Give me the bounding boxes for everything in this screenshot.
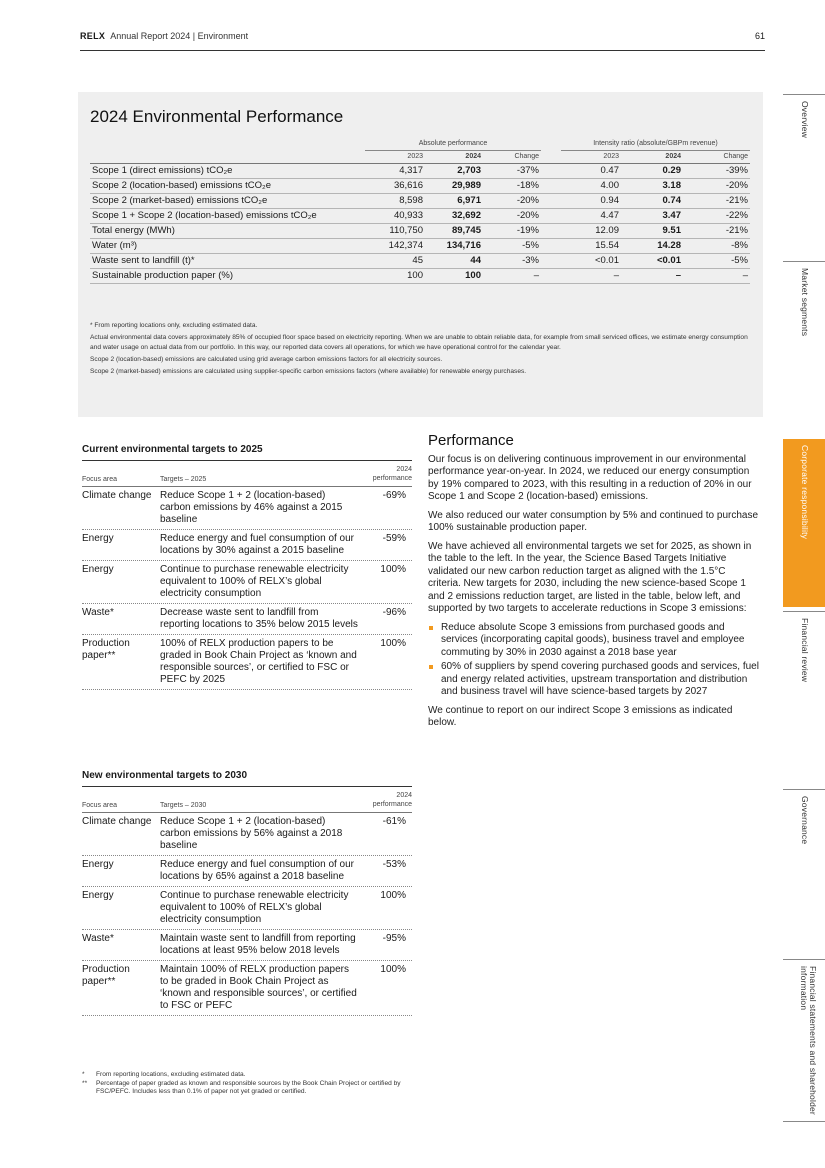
cell: 0.29	[621, 163, 683, 178]
cell: –	[483, 268, 541, 283]
cell: –	[683, 268, 750, 283]
table-row	[90, 208, 750, 223]
target-text: 100% of RELX production papers to be graded in Book Chain Project as ‘known and responsible sources’, or certified to FSC or PEFC by 2025	[160, 638, 357, 685]
list-item	[428, 622, 760, 660]
col-header: 2024	[425, 150, 483, 163]
table-title: New environmental targets to 2030	[82, 770, 412, 787]
col-header: 2024 performance	[372, 466, 412, 482]
cell: -5%	[683, 253, 750, 268]
cell: 4,317	[365, 163, 425, 178]
footnote	[82, 1071, 412, 1080]
performance-value: -96%	[382, 607, 406, 618]
paragraph: We also reduced our water consumption by 5% and continued to purchase 100% sustainable production paper.	[428, 509, 759, 533]
focus-area: Production paper**	[82, 964, 130, 987]
performance-value: -61%	[382, 816, 406, 827]
header-subtitle: Annual Report 2024 | Environment	[110, 31, 249, 41]
footnote	[82, 1080, 412, 1097]
cell: 110,750	[365, 223, 425, 238]
tab-label: Financial review	[800, 618, 810, 683]
tab-corporate-responsibility[interactable]	[783, 439, 825, 607]
col-header: Focus area	[82, 476, 118, 483]
note: Actual environmental data covers approximately 85% of occupied floor space based on electricity reporting. When we are unable to obtain reliable data, for example from small serviced offices, we estimate energy consumption and water usage on actual data from our portfolio. In this way, our reported data covers all operations, for which we have operational control for the calendar year.	[90, 334, 748, 351]
target-text: Maintain waste sent to landfill from reporting locations at least 95% below 2018 levels	[160, 933, 356, 956]
tab-financial-review[interactable]	[783, 611, 825, 785]
focus-area: Energy	[82, 890, 114, 901]
table-row	[82, 604, 412, 635]
performance-value: -95%	[382, 933, 406, 944]
table-row	[82, 887, 412, 930]
table-row	[90, 178, 750, 193]
cell: 4.47	[561, 208, 621, 223]
cell: –	[621, 268, 683, 283]
performance-narrative	[428, 432, 760, 736]
row-label: Water (m³)	[90, 238, 365, 253]
column-headers	[82, 461, 412, 487]
table-row	[90, 223, 750, 238]
tab-label: Financial statements and shareholder information	[799, 966, 818, 1115]
paragraph: Our focus is on delivering continuous improvement in our environmental performance year-on-year. In 2024, we reduced our energy consumption by 19% compared to 2023, with this resulting in a reduction of 20% in our Scope 1 and Scope 2 (location-based) emissions.	[428, 453, 752, 502]
table-notes	[90, 321, 755, 379]
cell: 4.00	[561, 178, 621, 193]
cell: 40,933	[365, 208, 425, 223]
focus-area: Waste*	[82, 933, 114, 944]
focus-area: Waste*	[82, 607, 114, 618]
bullet-square-icon	[429, 665, 433, 669]
table-row	[82, 961, 412, 1016]
cell: -19%	[483, 223, 541, 238]
focus-area: Climate change	[82, 816, 152, 827]
cell: -22%	[683, 208, 750, 223]
cell: 44	[425, 253, 483, 268]
cell: 32,692	[425, 208, 483, 223]
col-header: Focus area	[82, 802, 118, 809]
row-label: Waste sent to landfill (t)*	[90, 253, 365, 268]
col-header: Targets – 2030	[160, 802, 207, 809]
cell: 3.18	[621, 178, 683, 193]
cell: -3%	[483, 253, 541, 268]
page-header	[80, 31, 765, 51]
absolute-group-header: Absolute performance	[365, 138, 541, 150]
cell: 12.09	[561, 223, 621, 238]
table-row	[82, 530, 412, 561]
cell: <0.01	[621, 253, 683, 268]
cell: 8,598	[365, 193, 425, 208]
footnote-text: Percentage of paper graded as known and responsible sources by the Book Chain Project or certified by FSC/PEFC. Includes less than 0.1% of paper not yet graded or certified.	[96, 1079, 401, 1095]
table-row	[82, 561, 412, 604]
table-row	[90, 163, 750, 178]
target-text: Reduce energy and fuel consumption of our locations by 30% against a 2015 baseline	[160, 533, 355, 556]
note: Scope 2 (location-based) emissions are calculated using grid average carbon emissions factors for all electricity sources.	[90, 355, 443, 363]
table-row	[90, 193, 750, 208]
cell: -37%	[483, 163, 541, 178]
cell: -8%	[683, 238, 750, 253]
col-header: 2024 performance	[372, 792, 412, 808]
bullet-square-icon	[429, 626, 433, 630]
performance-value: 100%	[380, 638, 406, 649]
footnote-text: From reporting locations, excluding estimated data.	[96, 1071, 246, 1078]
performance-value: 100%	[380, 564, 406, 575]
tab-label: Governance	[800, 796, 810, 845]
performance-value: -53%	[382, 859, 406, 870]
table-row	[82, 856, 412, 887]
target-text: Maintain 100% of RELX production papers to be graded in Book Chain Project as ‘known and responsible sources’, or certified to FSC or PEFC	[160, 964, 357, 1011]
cell: 36,616	[365, 178, 425, 193]
table-row	[90, 253, 750, 268]
tab-label: Overview	[800, 101, 810, 139]
targets-2030-table	[82, 770, 412, 1016]
row-label: Scope 1 (direct emissions) tCO₂e	[90, 163, 365, 178]
col-header: 2023	[365, 150, 425, 163]
cell: -21%	[683, 223, 750, 238]
table-row	[82, 487, 412, 530]
table-row	[82, 813, 412, 856]
focus-area: Production paper**	[82, 638, 130, 661]
cell: 89,745	[425, 223, 483, 238]
cell: 100	[365, 268, 425, 283]
target-text: Continue to purchase renewable electricity equivalent to 100% of RELX’s global electricity consumption	[160, 890, 349, 925]
cell: 0.47	[561, 163, 621, 178]
cell: 45	[365, 253, 425, 268]
section-heading: Performance	[428, 432, 514, 449]
target-text: Reduce energy and fuel consumption of our locations by 65% against a 2018 baseline	[160, 859, 355, 882]
table-title: Current environmental targets to 2025	[82, 444, 412, 461]
targets-footnotes	[82, 1071, 412, 1097]
tab-label: Market segments	[800, 268, 810, 337]
focus-area: Energy	[82, 564, 114, 575]
year-header-row	[90, 150, 750, 163]
cell: <0.01	[561, 253, 621, 268]
cell: 0.74	[621, 193, 683, 208]
row-label: Total energy (MWh)	[90, 223, 365, 238]
target-text: Continue to purchase renewable electricity equivalent to 100% of RELX’s global electricity consumption	[160, 564, 349, 599]
cell: 15.54	[561, 238, 621, 253]
panel-title: 2024 Environmental Performance	[90, 107, 344, 126]
cell: 134,716	[425, 238, 483, 253]
footnote-mark: *	[82, 1071, 85, 1078]
cell: 0.94	[561, 193, 621, 208]
performance-value: -59%	[382, 533, 406, 544]
target-text: Reduce Scope 1 + 2 (location-based) carbon emissions by 56% against a 2018 baseline	[160, 816, 343, 851]
cell: 6,971	[425, 193, 483, 208]
target-text: Decrease waste sent to landfill from reporting locations to 35% below 2015 levels	[160, 607, 358, 630]
cell: 9.51	[621, 223, 683, 238]
row-label: Scope 2 (market-based) emissions tCO₂e	[90, 193, 365, 208]
table-row	[90, 238, 750, 253]
row-label: Sustainable production paper (%)	[90, 268, 365, 283]
focus-area: Climate change	[82, 490, 152, 501]
paragraph: We continue to report on our indirect Scope 3 emissions as indicated below.	[428, 704, 733, 728]
target-text: Reduce Scope 1 + 2 (location-based) carbon emissions by 46% against a 2015 baseline	[160, 490, 343, 525]
performance-value: 100%	[380, 890, 406, 901]
note: * From reporting locations only, excluding estimated data.	[90, 322, 258, 329]
col-header: 2024	[621, 150, 683, 163]
group-header-row	[90, 138, 750, 150]
cell: 3.47	[621, 208, 683, 223]
cell: -20%	[683, 178, 750, 193]
performance-value: 100%	[380, 964, 406, 975]
cell: -20%	[483, 193, 541, 208]
cell: 14.28	[621, 238, 683, 253]
cell: -5%	[483, 238, 541, 253]
table-row	[82, 635, 412, 690]
cell: -20%	[483, 208, 541, 223]
performance-table	[90, 138, 750, 284]
focus-area: Energy	[82, 533, 114, 544]
targets-2025-table	[82, 444, 412, 690]
list-item-text: Reduce absolute Scope 3 emissions from purchased goods and services (incorporating capital goods), business travel and employee commuting by 30% in 2030 against a 2018 base year	[441, 621, 745, 658]
cell: -18%	[483, 178, 541, 193]
col-header: 2023	[561, 150, 621, 163]
cell: 142,374	[365, 238, 425, 253]
cell: –	[561, 268, 621, 283]
table-row	[82, 930, 412, 961]
tab-overview[interactable]	[783, 94, 825, 257]
col-header: Targets – 2025	[160, 476, 207, 483]
table-row	[90, 268, 750, 283]
environmental-performance-panel	[78, 92, 763, 417]
cell: -21%	[683, 193, 750, 208]
column-headers	[82, 787, 412, 813]
col-header: Change	[483, 150, 541, 163]
tab-label: Corporate responsibility	[800, 445, 810, 540]
cell: 100	[425, 268, 483, 283]
list-item	[428, 661, 760, 699]
focus-area: Energy	[82, 859, 114, 870]
tab-financial-statements[interactable]	[783, 959, 825, 1122]
page-number: 61	[754, 31, 765, 41]
footnote-mark: **	[82, 1079, 88, 1087]
bullet-list	[428, 622, 760, 699]
list-item-text: 60% of suppliers by spend covering purchased goods and services, fuel and energy related activities, upstream transportation and distribution and business travel will have science-based targets by 2027	[441, 661, 759, 697]
row-label: Scope 2 (location-based) emissions tCO₂e	[90, 178, 365, 193]
tab-governance[interactable]	[783, 789, 825, 955]
intensity-group-header: Intensity ratio (absolute/GBPm revenue)	[561, 138, 750, 150]
paragraph: We have achieved all environmental targets we set for 2025, as shown in the table to the left. In the year, the Science Based Targets Initiative validated our new carbon reduction target as aligned with the 1.5°C criteria. New targets for 2030, including the new science-based Scope 1 and 2 emissions reduction target, are listed in the table, below left, and supported by two targets to accelerate reductions in Scope 3 emissions:	[428, 540, 752, 614]
cell: 29,989	[425, 178, 483, 193]
brand-name: RELX	[80, 31, 106, 41]
row-label: Scope 1 + Scope 2 (location-based) emissions tCO₂e	[90, 208, 365, 223]
cell: 2,703	[425, 163, 483, 178]
note: Scope 2 (market-based) emissions are calculated using supplier-specific carbon emissions factors (where available) for renewable energy purchases.	[90, 368, 527, 376]
performance-value: -69%	[382, 490, 406, 501]
cell: -39%	[683, 163, 750, 178]
tab-market-segments[interactable]	[783, 261, 825, 435]
col-header: Change	[683, 150, 750, 163]
